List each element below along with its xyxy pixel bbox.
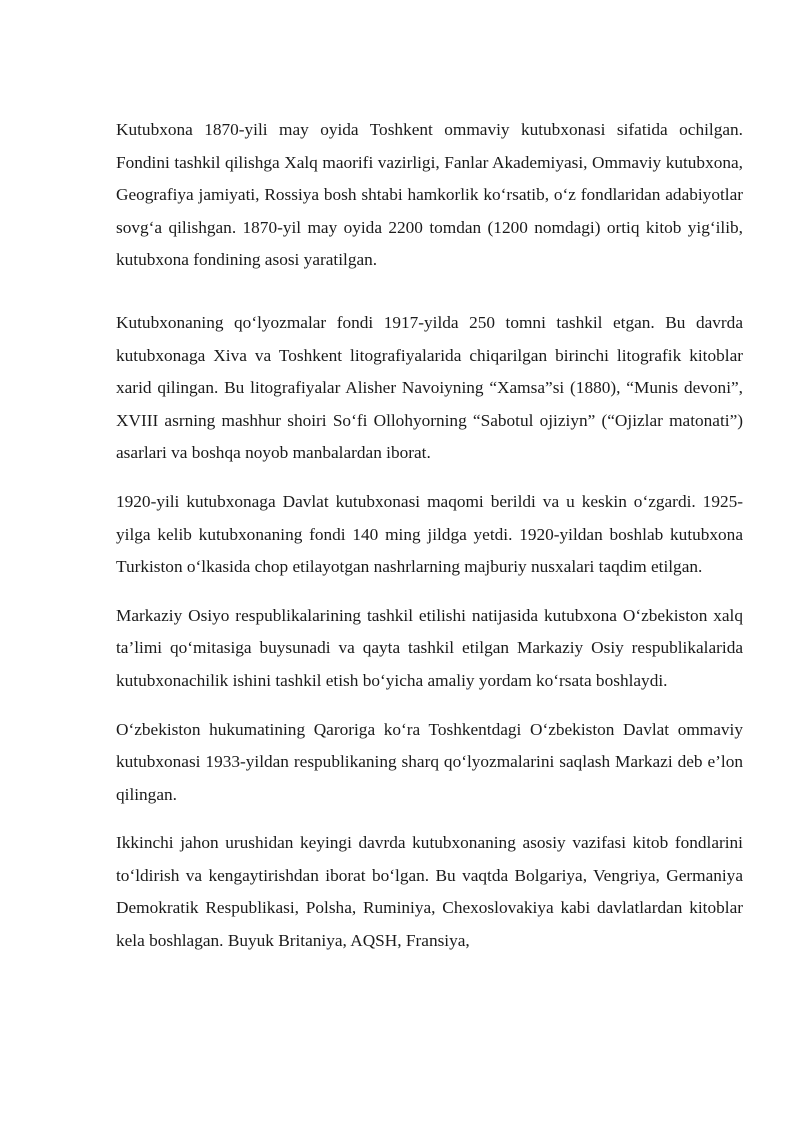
paragraph-manuscript-fund: Kutubxonaning qo‘lyozmalar fondi 1917-yilda 250 tomni tashkil etgan. Bu davrda kutubxonaga Xiva va Toshkent litografiyalarida chiqarilgan birinchi litografik kitoblar xarid qilingan. Bu litografiyalar Alisher Navoiyning “Xamsa”si (1880), “Munis devoni”, XVIII asrning mashhur shoiri So‘fi Ollohyorning “Sabotul ojiziyn” (“Ojizlar matonati”) asarlari va boshqa noyob manbalardan iborat. xyxy=(116,312,743,463)
paragraph-central-asia-republics: Markaziy Osiyo respublikalarining tashkil etilishi natijasida kutubxona O‘zbekiston xalq ta’limi qo‘mitasiga buysunadi va qayta tashkil etilgan Markaziy Osiy respublikalarida kutubxonachilik ishini tashkil etish bo‘yicha amaliy yordam ko‘rsata boshlaydi. xyxy=(116,605,743,690)
paragraph-state-library-status: 1920-yili kutubxonaga Davlat kutubxonasi maqomi berildi va u keskin o‘zgardi. 1925-yilga kelib kutubxonaning fondi 140 ming jildga yetdi. 1920-yildan boshlab kutubxona Turkiston o‘lkasida chop etilayotgan nashrlarning majburiy nusxalari taqdim etilgan. xyxy=(116,491,743,577)
paragraph-library-founding: Kutubxona 1870-yili may oyida Toshkent ommaviy kutubxonasi sifatida ochilgan. Fondini tashkil qilishga Xalq maorifi vazirligi, Fanlar Akademiyasi, Ommaviy kutubxona, Geografiya jamiyati, Rossiya bosh shtabi hamkorlik ko‘rsatib, o‘z fondlaridan adabiyotlar sovg‘a qilishgan. 1870-yil may oyida 2200 tomdan (1200 nomdagi) ortiq kitob yig‘ilib, kutubxona fondining asosi yaratilgan. xyxy=(116,120,743,270)
paragraph-postwar-period: Ikkinchi jahon urushidan keyingi davrda kutubxonaning asosiy vazifasi kitob fondlarini to‘ldirish va kengaytirishdan iborat bo‘lgan. Bu vaqtda Bolgariya, Vengriya, Germaniya Demokratik Respublikasi, Polsha, Ruminiya, Chexoslovakiya kabi davlatlardan kitoblar kela boshlagan. Buyuk Britaniya, AQSH, Fransiya, xyxy=(116,833,743,951)
document-body xyxy=(116,114,743,958)
paragraph-government-decree: O‘zbekiston hukumatining Qaroriga ko‘ra Toshkentdagi O‘zbekiston Davlat ommaviy kutubxonasi 1933-yildan respublikaning sharq qo‘lyozmalarini saqlash Markazi deb e’lon qilingan. xyxy=(116,719,743,804)
